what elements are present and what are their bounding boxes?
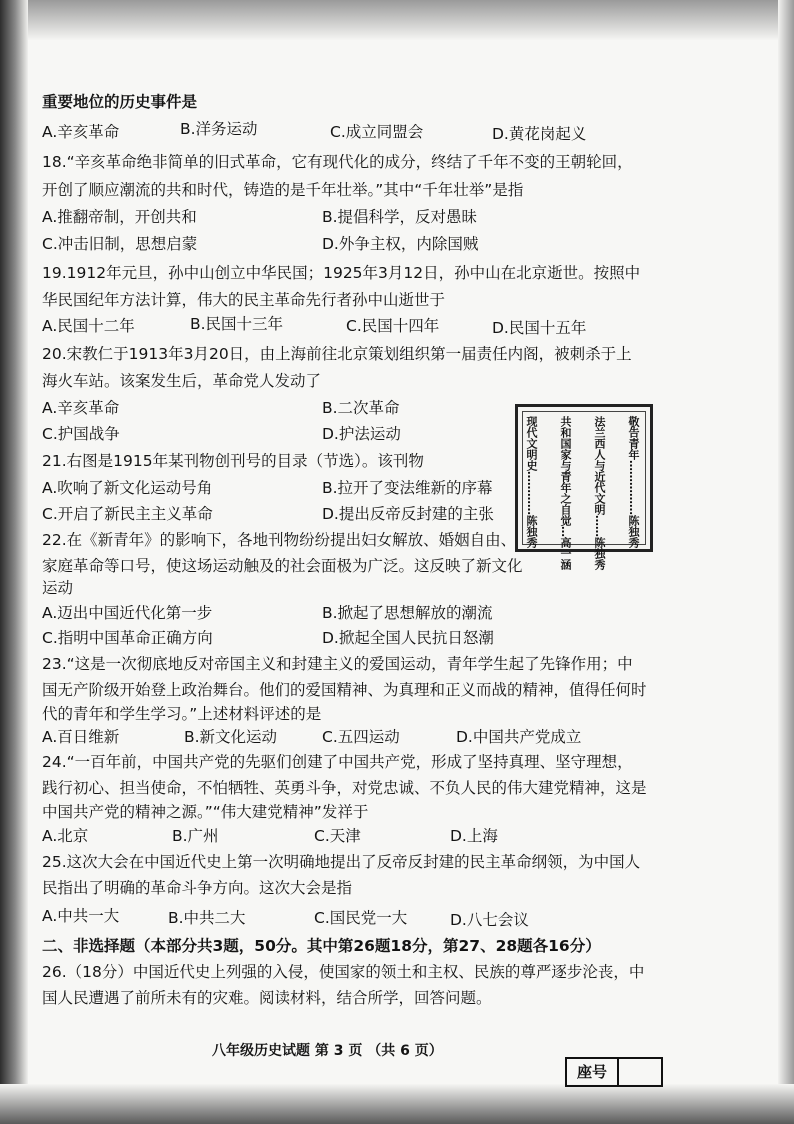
q25-option-b: B.中共二大 <box>168 909 246 927</box>
q19-option-b: B.民国十三年 <box>190 315 284 333</box>
q20-option-d: D.护法运动 <box>322 425 401 443</box>
contents-inner-border <box>522 411 646 570</box>
q22-stem-line-2: 家庭革命等口号，使这场运动触及的社会面极为广泛。这反映了新文化 <box>42 557 523 575</box>
q18-option-d: D.外争主权，内除国贼 <box>322 235 479 253</box>
q19-stem-line-1: 19.1912年元旦，孙中山创立中华民国；1925年3月12日，孙中山在北京逝世。按照中 <box>42 264 641 282</box>
q26-stem-line-1: 26.（18分）中国近代史上列强的入侵，使国家的领土和主权、民族的尊严逐步沦丧，中 <box>42 963 645 981</box>
page-footer: 八年级历史试题 第 3 页 （共 6 页） <box>212 1043 443 1059</box>
scan-shadow-bottom <box>0 1084 794 1124</box>
seat-number-box <box>565 1057 663 1087</box>
contents-entry-1: 敬告青年……………陈独秀 <box>627 416 640 548</box>
q23-option-c: C.五四运动 <box>322 728 400 746</box>
q17-stem: 重要地位的历史事件是 <box>42 93 198 111</box>
q23-stem-line-2: 国无产阶级开始登上政治舞台。他们的爱国精神、为真理和正义而战的精神，值得任何时 <box>42 681 647 699</box>
q24-stem-line-2: 践行初心、担当使命，不怕牺牲、英勇斗争，对党忠诚、不负人民的伟大建党精神，这是 <box>42 779 647 797</box>
q23-option-d: D.中国共产党成立 <box>456 728 582 746</box>
q24-stem-line-3: 中国共产党的精神之源。”“伟大建党精神”发祥于 <box>42 803 369 821</box>
q20-stem-line-2: 海火车站。该案发生后，革命党人发动了 <box>42 372 322 390</box>
q17-option-a: A.辛亥革命 <box>42 123 120 141</box>
q19-option-a: A.民国十二年 <box>42 317 135 335</box>
q17-option-d: D.黄花岗起义 <box>492 125 587 143</box>
magazine-contents-figure <box>515 404 653 570</box>
q24-option-c: C.天津 <box>314 827 361 845</box>
q22-option-a: A.迈出中国近代化第一步 <box>42 604 213 622</box>
q22-stem-line-3: 运动 <box>42 579 74 597</box>
q21-option-c: C.开启了新民主主义革命 <box>42 505 213 523</box>
q21-stem: 21.右图是1915年某刊物创刊号的目录（节选）。该刊物 <box>42 452 424 470</box>
q17-option-b: B.洋务运动 <box>180 120 258 138</box>
q22-option-d: D.掀起全国人民抗日怒潮 <box>322 629 494 647</box>
q18-option-a: A.推翻帝制，开创共和 <box>42 208 197 226</box>
q25-option-d: D.八七会议 <box>450 911 529 929</box>
q22-option-b: B.掀起了思想解放的潮流 <box>322 604 493 622</box>
scan-shadow-top <box>0 0 794 40</box>
q21-option-b: B.拉开了变法维新的序幕 <box>322 479 493 497</box>
q18-stem-line-1: 18.“辛亥革命绝非简单的旧式革命，它有现代化的成分，终结了千年不变的王朝轮回， <box>42 153 633 171</box>
q23-option-b: B.新文化运动 <box>184 728 278 746</box>
q19-option-c: C.民国十四年 <box>346 317 440 335</box>
seat-number-label: 座号 <box>567 1059 619 1085</box>
q19-option-d: D.民国十五年 <box>492 319 587 337</box>
q18-stem-line-2: 开创了顺应潮流的共和时代，铸造的是千年壮举。”其中“千年壮举”是指 <box>42 181 524 199</box>
q26-stem-line-2: 国人民遭遇了前所未有的灾难。阅读材料，结合所学，回答问题。 <box>42 989 492 1007</box>
q21-option-a: A.吹响了新文化运动号角 <box>42 479 213 497</box>
q25-option-a: A.中共一大 <box>42 907 120 925</box>
q20-option-a: A.辛亥革命 <box>42 399 120 417</box>
q22-stem-line-1: 22.在《新青年》的影响下，各地刊物纷纷提出妇女解放、婚姻自由、 <box>42 531 517 549</box>
q23-option-a: A.百日维新 <box>42 728 120 746</box>
q25-stem-line-2: 民指出了明确的革命斗争方向。这次大会是指 <box>42 879 353 897</box>
contents-entry-4: 现代文明史…………陈独秀 <box>525 416 538 548</box>
q24-stem-line-1: 24.“一百年前，中国共产党的先驱们创建了中国共产党，形成了坚持真理、坚守理想， <box>42 753 633 771</box>
scan-shadow-right <box>778 0 794 1124</box>
q23-stem-line-3: 代的青年和学生学习。”上述材料评述的是 <box>42 705 322 723</box>
q20-option-b: B.二次革命 <box>322 399 400 417</box>
q23-stem-line-1: 23.“这是一次彻底地反对帝国主义和封建主义的爱国运动，青年学生起了先锋作用；中 <box>42 655 633 673</box>
scan-shadow-left <box>0 0 28 1124</box>
q20-option-c: C.护国战争 <box>42 425 120 443</box>
contents-entry-3: 共和国家与青年之自觉…高一涵 <box>559 416 572 570</box>
q19-stem-line-2: 华民国纪年方法计算，伟大的民主革命先行者孙中山逝世于 <box>42 291 446 309</box>
q17-option-c: C.成立同盟会 <box>330 123 424 141</box>
q25-option-c: C.国民党一大 <box>314 909 408 927</box>
section-2-heading: 二、非选择题（本部分共3题，50分。其中第26题18分，第27、28题各16分） <box>42 937 601 955</box>
q25-stem-line-1: 25.这次大会在中国近代史上第一次明确地提出了反帝反封建的民主革命纲领，为中国人 <box>42 853 641 871</box>
q22-option-c: C.指明中国革命正确方向 <box>42 629 213 647</box>
contents-entry-2: 法兰西人与近代文明……陈独秀 <box>593 416 606 570</box>
q18-option-b: B.提倡科学，反对愚昧 <box>322 208 478 226</box>
q21-option-d: D.提出反帝反封建的主张 <box>322 505 494 523</box>
q24-option-a: A.北京 <box>42 827 89 845</box>
q24-option-d: D.上海 <box>450 827 498 845</box>
q24-option-b: B.广州 <box>172 827 219 845</box>
q20-stem-line-1: 20.宋教仁于1913年3月20日，由上海前往北京策划组织第一届责任内阁，被刺杀于上 <box>42 345 632 363</box>
q18-option-c: C.冲击旧制，思想启蒙 <box>42 235 198 253</box>
